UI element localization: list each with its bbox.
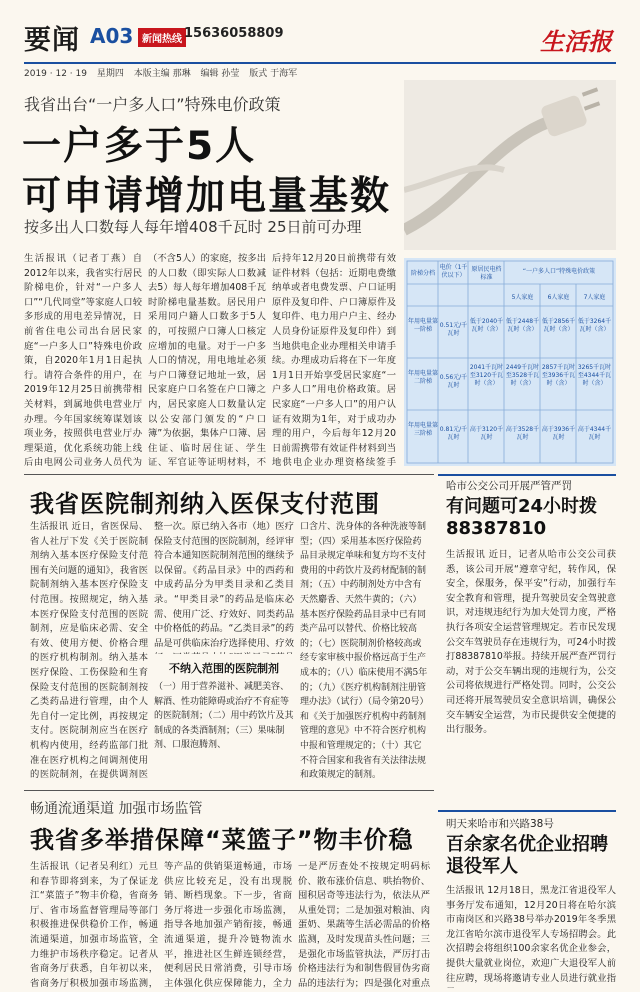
header-rule	[24, 62, 616, 64]
section2-column-2b: （一）用于营养滋补、减肥美容、解酒、性功能障碍或治疗不育症等的医院制剂；（二）用中药饮片及其制成的各类酒制剂；（三）果味制剂、口服泡腾剂、	[154, 682, 294, 751]
section2-column-2: 整一次。原已纳入各市（地）医疗保险支付范围的医院制剂，经评审符合本通知医院制剂范围的继续予以保留。《药品目录》中的西药和中成药品分为甲类目录和乙类目录。“甲类目录”的药品是临床必需、使用广泛、疗效好、同类药品中价格低的药品。“乙类目录”的药品是可供临床治疗选择使用、疗效	[154, 521, 294, 649]
row3-c1: 高于3120千瓦时	[469, 426, 504, 441]
row1-price: 0.51元/千瓦时	[439, 322, 468, 337]
right2-headline: 百余家名优企业招聘退役军人	[446, 834, 608, 877]
meta-editor-in-chief: 本版主编 那琳	[133, 69, 191, 79]
section2-column-1: 生活报讯 近日，省医保局、省人社厅下发《关于医院制剂纳入基本医疗保险支付范围有关问题的通知》，我省医院制剂纳入基本医疗保险支付范围。按照规定，纳入基本医疗保险支付范围的医院制剂，应是临床必需、安全有效、使用方便、价格合理的医疗机构制剂。纳入基本医疗保险、工伤保险和生育保险支付范围的医院制剂按乙类药品进行管理，由个人先自付一定比例，再按规定支付。医院制剂应当在医疗机构内使用，经药监部门批准在医疗机构之间调剂使用的医院制剂，在提供调剂医	[30, 521, 148, 781]
row3-c4: 高于4344千瓦时	[577, 426, 612, 441]
row2-price: 0.56元/千瓦时	[439, 374, 468, 389]
right1-kicker: 哈市公交公司开展严管严罚	[446, 480, 572, 492]
meta-layout: 版式 于海军	[249, 69, 298, 79]
page-code: A03	[90, 24, 134, 48]
section2-column-3: 口含片、洗身体的各种洗液等制型；（四）采用基本医疗保险药品目录规定单味和复方均不支付费用的中药饮片及药材配制的制剂；（五）中药制剂处方中含有天然麝香、天然牛黄的；（六）基本医疗保险药品目录中已有同类产品可以替代、价格比较高的；（七）医院制剂价格较高或经专家审核中报价格远高于生产成本的；（八）临床使用不满5年的；（九）《医疗机构制剂注册管理办法》（试行）（局令第20号）和《关于加强医疗机构中药制剂管理的意见》中不符合医疗机构中报和管理规定的；（十）其它不符合国家和我省有关法律法规和政策规定的制剂。	[300, 522, 429, 781]
right-rule-1	[438, 474, 616, 476]
divider-2	[24, 790, 434, 791]
hotline-label: 新闻热线	[138, 28, 186, 47]
section3-kicker: 畅通流通渠道 加强市场监管	[30, 801, 203, 817]
section3-column-1: 生活报讯（记者吴利红）元旦和春节即将到来，为了保证龙江“菜篮子”物丰价稳，省商务厅、省市场监督管理局等部门积极推进保供稳价工作，畅通流通渠道，加强市场监管，全力维护市场秩序稳定。记者从省商务厅获悉，自年初以来，省商务厅积极加强市场监测，	[30, 861, 158, 988]
row2-c4: 3265千瓦时至4344千瓦时（含）	[577, 364, 612, 387]
section-title: 要闻	[24, 25, 80, 56]
lead-column-2: （不含5人）的家庭，按多出的人口数（即实际人口数减去5）每人每年增加408千瓦时阶梯电量基数。居民用户采用同户籍人口数多于5人的，可按照户口簿人口核定应增加的电量。对于一户多人口的情况，用电地址必须与户口簿登记地址一致，居民家庭户口名签在户口簿之内，居民家庭人口数量认定以公安部门颁发的“户口簿”为依据，集体户口簿、居住证、临时居住证、学生证、军官证等证明材料，不	[148, 253, 266, 469]
right1-headline: 有问题可24小时拨88387810	[446, 496, 598, 539]
section3-column-2: 等产品的供销渠道畅通，市场供应比较充足，没有出现脱销、断档现象。下一步，省商务厅将进一步强化市场监测，指导各地加强产销衔接，畅通流通渠道，提升冷链物流水平，推进社区生鲜连锁经营，便利居民日常消费，引导市场主体强化供应保障能力，全力	[164, 861, 292, 988]
section2-subhead: 不纳入范围的医院制剂	[169, 662, 279, 675]
row1-c2: 低于2448千瓦时（含）	[505, 318, 540, 333]
divider-1	[24, 474, 434, 475]
th-tier: 阶梯分档	[410, 270, 435, 277]
row1-tier: 年用电量第一阶梯	[408, 318, 439, 333]
meta-weekday: 星期四	[96, 69, 124, 79]
paper-logo: 生活报	[540, 27, 612, 56]
row2-c3: 2857千瓦时至3936千瓦时（含）	[541, 364, 576, 387]
header-meta	[24, 66, 304, 79]
tariff-table-text	[404, 258, 616, 466]
row3-c3: 高于3936千瓦时	[541, 426, 576, 441]
section3-headline: 我省多举措保障“菜篮子”物丰价稳	[30, 826, 414, 854]
table-title: “一户多人口”特殊电价政策	[522, 268, 596, 275]
lead-headline-line2: 可申请增加电量基数	[22, 174, 392, 219]
right2-kicker: 明天来哈市和兴路38号	[446, 818, 554, 830]
right-rule-2	[438, 810, 616, 812]
meta-date: 2019 · 12 · 19	[24, 69, 87, 79]
row1-c3: 低于2856千瓦时（含）	[541, 318, 576, 333]
row1-c4: 低于3264千瓦时（含）	[577, 318, 612, 333]
lead-kicker: 我省出台“一户多人口”特殊电价政策	[24, 95, 281, 114]
row3-price: 0.81元/千瓦时	[439, 426, 468, 441]
plug-photo	[404, 80, 616, 250]
lead-headline-line1: 一户多于5人	[22, 124, 257, 169]
th-6: 6人家庭	[547, 294, 570, 301]
hotline-number: 15636058809	[184, 26, 284, 41]
row1-c1: 低于2040千瓦时（含）	[469, 318, 504, 333]
row3-c2: 高于3528千瓦时	[505, 426, 540, 441]
row2-tier: 年用电量第二阶梯	[408, 370, 439, 385]
section2-headline: 我省医院制剂纳入医保支付范围	[30, 490, 380, 518]
lead-column-1: 生活报讯（记者丁燕）自2012年以来，我省实行居民阶梯电价，针对“一户多人口”“几代同堂”等家庭人口较多形成的用电差异情况，日前省住电公司出台居民家庭“一户多人口”特殊电价政策，自2020年1月1日起执行。请符合条件的用户，在2019年12月25日前携带相关材料，到属地供电营业厅办理。今年国家统筹谋划该项业务，按照供电营业厅办理渠道，优化系统功能上线后由电网公司业务人员代为	[24, 253, 142, 469]
th-5: 5人家庭	[511, 294, 534, 301]
right2-body: 生活报讯 12月18日，黑龙江省退役军人事务厅发布通知，12月20日将在哈尔滨市南岗区和兴路38号举办2019年冬季黑龙江省哈尔滨市退役军人专场招聘会。此次招聘会将组织100余家名优企业参会，提供大量就业岗位，欢迎广大退役军人前往应聘，现场将邀请专业人员进行就业指	[446, 885, 616, 984]
row2-c2: 2449千瓦时至3528千瓦时（含）	[505, 364, 540, 387]
th-price: 电价（1千伏以下）	[439, 264, 468, 279]
th-original: 原居民电档标准	[471, 266, 502, 281]
lead-column-3: 后持年12月20日前携带有效证件材料（包括：近期电费缴纳单或者电费发票、户口证明原件及复印件、户口簿原件及复印件、电力用户户主、经办人员身份证原件及复印件）到当地供电企业办理相关申请手续。办理成功后将在下一年度1月1日开始享受居民家庭“一户多人口”用电价格政策。居民家庭“一户多人口”的用户认证有效期为1年，对于成功办理的用户，今后每年12月20日前需携带有效证件材料到当地供电企业办理资格续签手	[272, 253, 396, 469]
meta-editor: 编辑 孙莹	[200, 69, 240, 79]
row2-c1: 2041千瓦时至3120千瓦时（含）	[469, 364, 504, 387]
th-7: 7人家庭	[583, 294, 606, 301]
lead-headline	[22, 122, 391, 222]
row3-tier: 年用电量第三阶梯	[408, 422, 439, 437]
right1-body: 生活报讯 近日，记者从哈市公交公司获悉，该公司开展“遵章守纪，转作风，保安全，保服务，保平安”行动，加强行车安全教育和管理，提升驾驶员安全驾驶意识，对违规违纪行为加大处罚力度，严格执行各项安全运营管理规定。若市民发现公交车驾驶员存在违规行为，可24小时拨打88387810举报。持续开展严查严罚行动，对于公交车辆出现的违规行为，公交公司将依规进行严格处罚。同时，公交公司还将开展驾驶员安全意识培训，确保公交车辆安全运营，为市民提供安全便捷的出行服务。	[446, 549, 616, 736]
section3-column-3: 一是严厉查处不按规定明码标价、散布涨价信息、哄抬物价、囤积居奇等违法行为，依法从严从重处罚；二是加强对粮油、肉蛋奶、果蔬等生活必需品的价格监测，及时发现苗头性问题；三是强化市场监管执法，严厉打击价格违法行为和制售假冒伪劣商品的违法行为；四是强化对重点	[298, 861, 430, 988]
lead-subheadline: 按多出人口数每人每年增408千瓦时 25日前可办理	[24, 218, 362, 236]
